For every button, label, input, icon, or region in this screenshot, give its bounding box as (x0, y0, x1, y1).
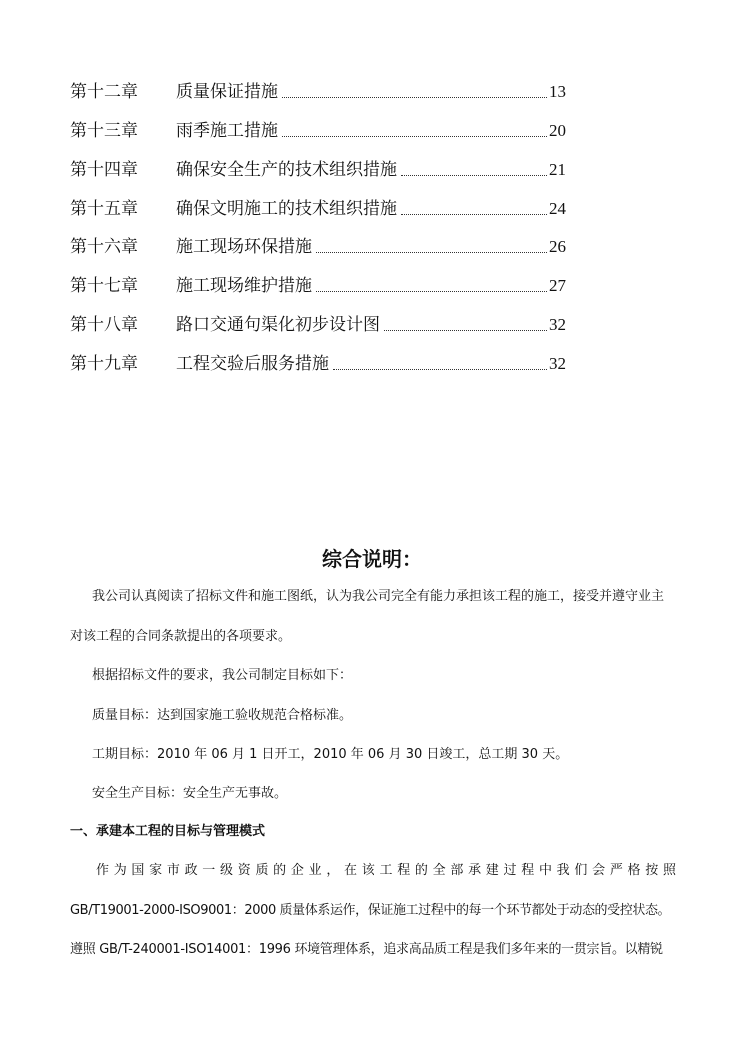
toc-page: 32 (549, 354, 566, 373)
toc-title: 路口交通句渠化初步设计图 (176, 315, 380, 334)
toc-title: 施工现场环保措施 (176, 237, 312, 256)
toc-chapter: 第十七章 (70, 276, 138, 295)
paragraph-line: GB/T19001-2000-ISO9001：2000 质量体系运作，保证施工过程中的每一个环节都处于动态的受控状态。 (70, 903, 671, 918)
toc-entry[interactable] (70, 80, 566, 104)
toc-page: 27 (549, 276, 566, 295)
toc-leader (282, 97, 547, 98)
toc-leader (401, 175, 547, 176)
toc-chapter: 第十六章 (70, 237, 138, 256)
toc-page: 26 (549, 237, 566, 256)
section-title: 综合说明： (322, 547, 422, 571)
toc-entry[interactable] (70, 274, 566, 298)
toc-entry[interactable] (70, 352, 566, 376)
paragraph-line: 安全生产目标：安全生产无事故。 (92, 786, 288, 801)
toc-entry[interactable] (70, 197, 566, 221)
toc-leader (401, 214, 547, 215)
toc-leader (333, 369, 547, 370)
toc-page: 13 (549, 82, 566, 101)
toc-chapter: 第十八章 (70, 315, 138, 334)
toc-page: 24 (549, 199, 566, 218)
paragraph-line: 作为国家市政一级资质的企业，在该工程的全部承建过程中我们会严格按照 (96, 863, 676, 878)
toc-title: 施工现场维护措施 (176, 276, 312, 295)
toc-leader (384, 330, 547, 331)
toc-chapter: 第十二章 (70, 82, 138, 101)
toc-leader (282, 136, 547, 137)
toc-page: 32 (549, 315, 566, 334)
toc-chapter: 第十三章 (70, 121, 138, 140)
toc-entry[interactable] (70, 313, 566, 337)
paragraph-line: 遵照 GB/T-240001-ISO14001：1996 环境管理体系，追求高品质工程是我们多年来的一贯宗旨。以精锐 (70, 942, 663, 957)
toc-title: 工程交验后服务措施 (176, 354, 329, 373)
toc-chapter: 第十九章 (70, 354, 138, 373)
toc-entry[interactable] (70, 235, 566, 259)
toc-page: 21 (549, 160, 566, 179)
paragraph-line: 根据招标文件的要求，我公司制定目标如下： (92, 668, 353, 683)
toc-title: 雨季施工措施 (176, 121, 278, 140)
toc-title: 质量保证措施 (176, 82, 278, 101)
toc-title: 确保文明施工的技术组织措施 (176, 199, 397, 218)
toc-leader (316, 252, 547, 253)
toc-chapter: 第十五章 (70, 199, 138, 218)
toc-title: 确保安全生产的技术组织措施 (176, 160, 397, 179)
paragraph-line: 工期目标：2010 年 06 月 1 日开工，2010 年 06 月 30 日竣工，总工期 30 天。 (92, 747, 569, 762)
toc-entry[interactable] (70, 158, 566, 182)
paragraph-line: 我公司认真阅读了招标文件和施工图纸，认为我公司完全有能力承担该工程的施工，接受并遵守业主 (92, 589, 665, 604)
toc-chapter: 第十四章 (70, 160, 138, 179)
toc-leader (316, 291, 547, 292)
paragraph-line: 质量目标：达到国家施工验收规范合格标准。 (92, 708, 353, 723)
toc-page: 20 (549, 121, 566, 140)
section-heading: 一、承建本工程的目标与管理模式 (70, 824, 266, 839)
paragraph-line: 对该工程的合同条款提出的各项要求。 (70, 629, 292, 644)
toc-entry[interactable] (70, 119, 566, 143)
